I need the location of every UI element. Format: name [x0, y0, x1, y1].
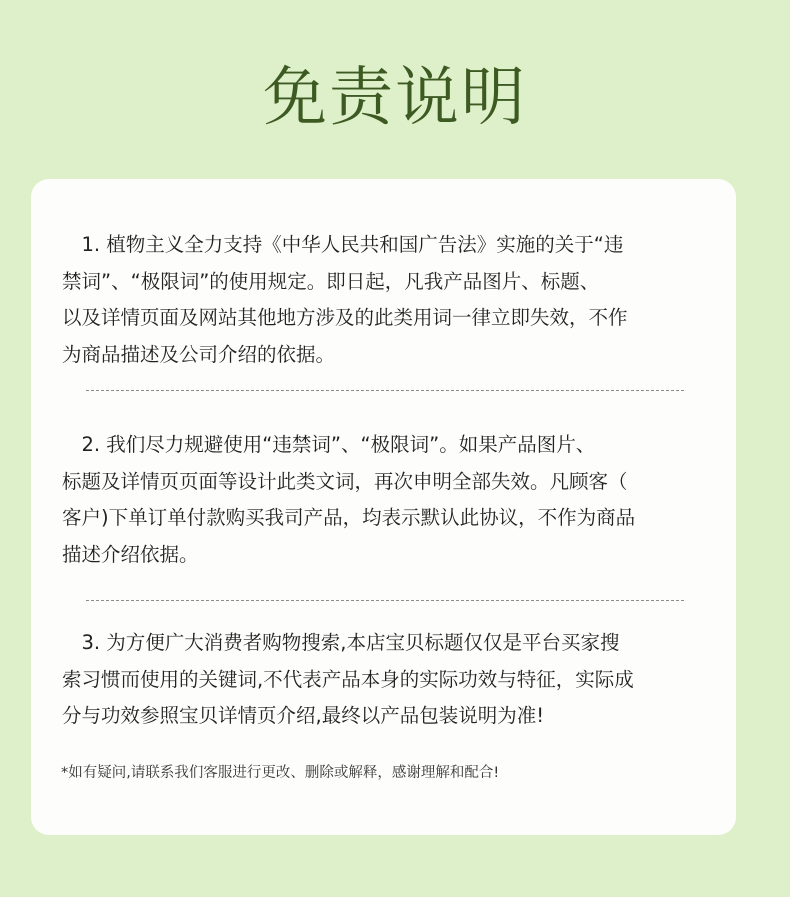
footnote: *如有疑问,请联系我们客服进行更改、删除或解释，感谢理解和配合!	[61, 765, 500, 781]
paragraph-line: 禁词”、“极限词”的使用规定。即日起，凡我产品图片、标题、	[62, 269, 600, 293]
paragraph-line: 2. 我们尽力规避使用“违禁词”、“极限词”。如果产品图片、	[62, 433, 596, 456]
paragraph-line: 为商品描述及公司介绍的依据。	[62, 342, 336, 366]
paragraph-line: 标题及详情页页面等设计此类文词，再次申明全部失效。凡顾客（	[62, 469, 628, 493]
disclaimer-paragraph-2	[62, 427, 704, 573]
paragraph-line: 分与功效参照宝贝详情页介绍,最终以产品包装说明为准!	[62, 704, 545, 727]
disclaimer-paragraph-3	[62, 625, 704, 735]
paragraph-line: 描述介绍依据。	[62, 542, 199, 566]
dashed-divider	[86, 390, 684, 391]
paragraph-line: 1. 植物主义全力支持《中华人民共和国广告法》实施的关于“违	[62, 233, 624, 256]
page-title: 免责说明	[263, 61, 527, 135]
paragraph-line: 客户)下单订单付款购买我司产品，均表示默认此协议，不作为商品	[62, 506, 636, 529]
paragraph-line: 索习惯而使用的关键词,不代表产品本身的实际功效与特征，实际成	[62, 667, 634, 691]
paragraph-line: 以及详情页面及网站其他地方涉及的此类用词一律立即失效，不作	[62, 306, 628, 329]
disclaimer-paragraph-1	[62, 227, 704, 373]
dashed-divider	[86, 600, 684, 601]
paragraph-line: 3. 为方便广大消费者购物搜索,本店宝贝标题仅仅是平台买家搜	[62, 631, 620, 654]
disclaimer-card	[31, 179, 736, 835]
